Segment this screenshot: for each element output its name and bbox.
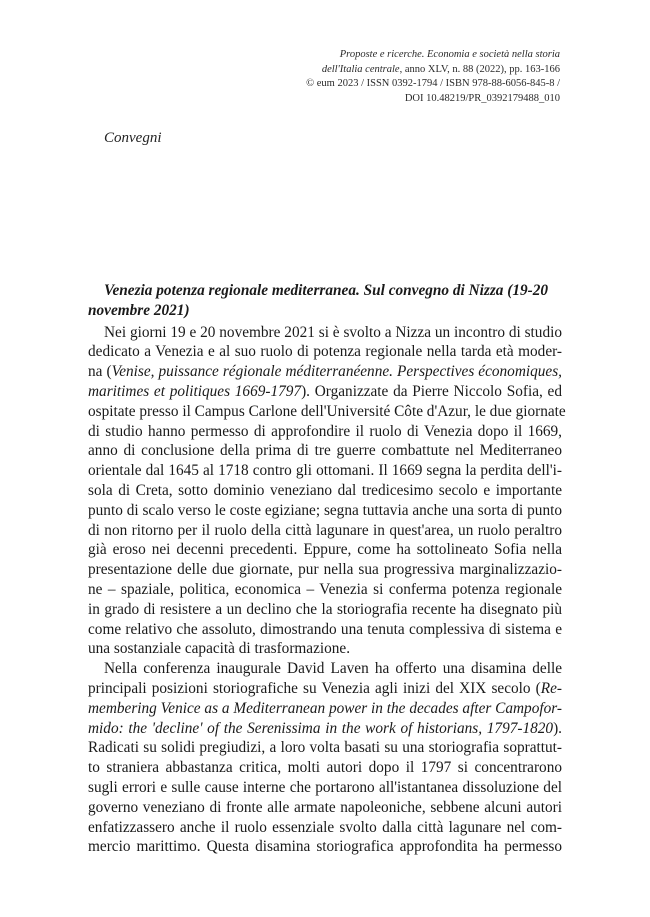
text-line [88, 679, 562, 699]
text-line [88, 719, 562, 739]
italic-text-run: Re- [540, 679, 562, 697]
text-line [88, 382, 562, 402]
text-run: principali posizioni storiografiche su Venezia agli inizi del XIX secolo ( [88, 679, 541, 697]
text-run: ). [553, 719, 562, 737]
article [88, 281, 566, 857]
text-line: presentazione delle due giornate, pur nella sua progressiva marginalizzazio- [88, 561, 562, 579]
text-line: mercio marittimo. Questa disamina storiografica approfondita ha permesso [88, 838, 562, 856]
text-line: di non ritorno per il ruolo della città lagunare in quest'area, un ruolo peraltro [88, 521, 562, 539]
article-title-line: novembre 2021) [88, 301, 190, 319]
text-line: anno di conclusione della prima di tre guerre combattute nel Mediterraneo [88, 442, 562, 460]
text-line: in grado di resistere a un declino che la storiografia recente ha disegnato più [88, 600, 562, 618]
article-title-line: Venezia potenza regionale mediterranea. Sul convegno di Nizza (19-20 [104, 282, 549, 299]
running-header [306, 48, 560, 106]
text-line: sugli errori e sulle cause interne che portarono all'istantanea dissoluzione del [88, 778, 562, 796]
text-line: to straniera abbastanza critica, molti autori dopo il 1797 si concentrarono [88, 759, 562, 777]
header-issn-isbn: © eum 2023 / ISSN 0392-1794 / ISBN 978-88-6056-845-8 / [306, 78, 560, 89]
text-line: dedicato a Venezia e al suo ruolo di potenza regionale nella tarda età moder- [88, 343, 562, 361]
header-doi: DOI 10.48219/PR_0392179488_010 [404, 92, 560, 104]
text-line: orientale dal 1645 al 1718 contro gli ottomani. Il 1669 segna la perdita dell'i- [88, 462, 562, 480]
text-line: Nei giorni 19 e 20 novembre 2021 si è svolto a Nizza un incontro di studio [104, 323, 562, 341]
header-journal-subtitle: dell'Italia centrale [321, 63, 400, 75]
text-line: ospitate presso il Campus Carlone dell'Université Côte d'Azur, le due giornate [88, 402, 566, 420]
text-line: governo veneziano di fronte alle armate napoleoniche, sebbene alcuni autori [88, 798, 562, 816]
text-line: di studio hanno permesso di approfondire il ruolo di Venezia dopo il 1669, [88, 422, 562, 440]
section-title: Convegni [104, 130, 162, 146]
text-line: ne – spaziale, politica, economica – Venezia si conferma potenza regionale [88, 580, 562, 598]
italic-text-run: mido: the 'decline' of the Serenissima in the work of historians, 1797-1820 [88, 719, 554, 737]
text-line: enfatizzassero anche il ruolo essenziale svolto dalla città lagunare nel com- [88, 818, 562, 836]
text-line: sola di Creta, sotto dominio veneziano dal tredicesimo secolo e importante [88, 481, 562, 499]
header-volume-info [306, 63, 560, 78]
header-issue-pages: , anno XLV, n. 88 (2022), pp. 163-166 [399, 63, 560, 75]
text-line: punto di scalo verso le coste egiziane; segna tuttavia anche una sorta di punto [88, 501, 562, 519]
text-line: già eroso nei decenni precedenti. Eppure, come ha sottolineato Sofia nella [88, 541, 562, 559]
text-run: ). Organizzate da Pierre Niccolo Sofia, ed [301, 382, 562, 400]
paragraph-2 [88, 659, 562, 857]
text-line: come relativo che assoluto, dimostrando una tenuta complessiva di sistema e [88, 620, 562, 638]
italic-text-run: maritimes et politiques 1669-1797 [88, 382, 302, 400]
italic-text-run: membering Venice as a Mediterranean power in the decades after Campofor- [88, 699, 562, 717]
header-journal-title: Proposte e ricerche. Economia e società nella storia [339, 49, 560, 60]
paragraph-1 [88, 323, 566, 660]
text-line: Nella conferenza inaugurale David Laven ha offerto una disamina delle [104, 660, 562, 678]
text-line: Radicati su solidi pregiudizi, a loro volta basati su una storiografia soprattut- [88, 739, 562, 757]
italic-text-run: Venise, puissance régionale méditerranéenne. Perspectives économiques, [111, 363, 562, 381]
text-line: una sostanziale capacità di trasformazione. [88, 640, 351, 658]
article-title [88, 281, 562, 321]
text-line [88, 362, 562, 382]
text-run: na ( [88, 363, 112, 381]
text-line [88, 699, 562, 719]
